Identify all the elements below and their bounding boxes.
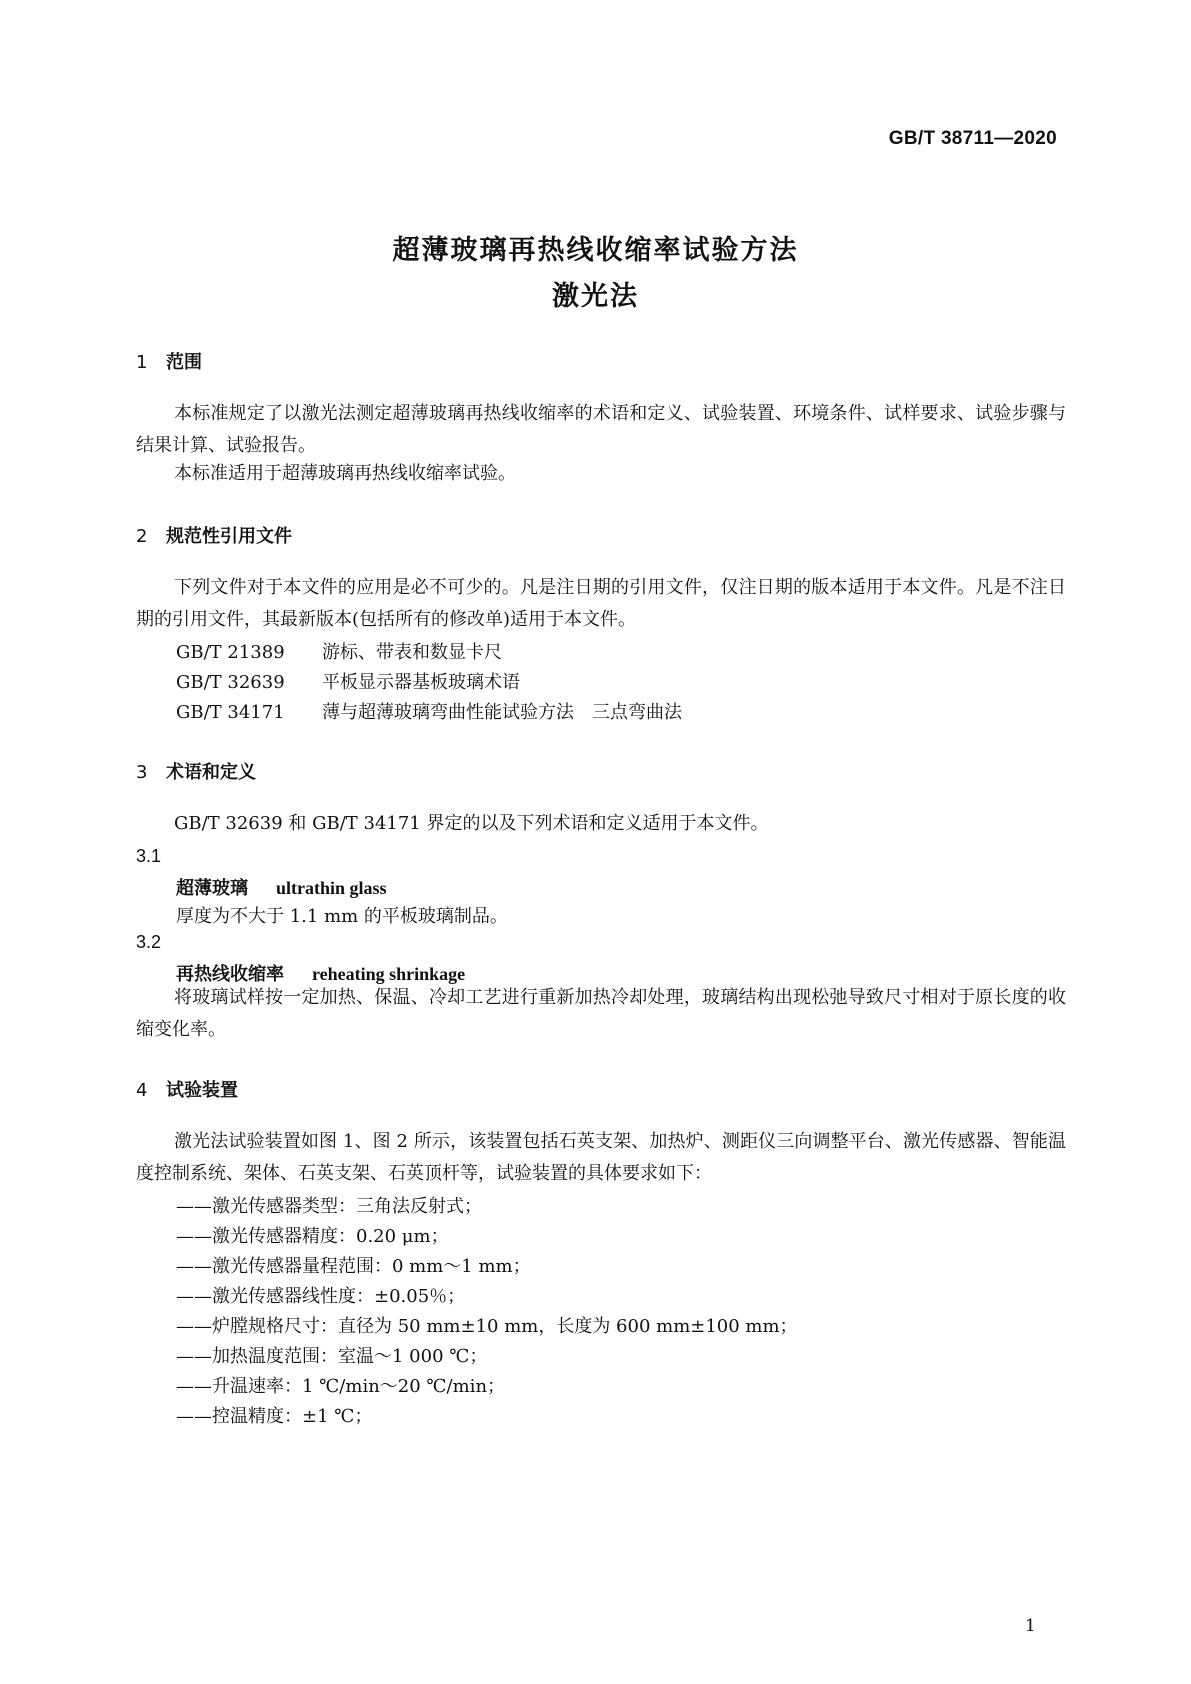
paragraph: 本标准规定了以激光法测定超薄玻璃再热线收缩率的术语和定义、试验装置、环境条件、试样要求、试验步骤与结果计算、试验报告。	[136, 403, 1066, 456]
document-subtitle: 激光法	[552, 281, 639, 312]
list-item: ——激光传感器类型：三角法反射式；	[176, 1196, 482, 1217]
list-item: ——控温精度：±1 ℃；	[176, 1406, 373, 1427]
reference-item	[176, 698, 682, 724]
reference-title: 平板显示器基板玻璃术语	[322, 672, 520, 693]
term-zh: 再热线收缩率	[176, 964, 284, 985]
paragraph: 下列文件对于本文件的应用是必不可少的。凡是注日期的引用文件，仅注日期的版本适用于本文件。凡是不注日期的引用文件，其最新版本(包括所有的修改单)适用于本文件。	[136, 577, 1066, 630]
document-title: 超薄玻璃再热线收缩率试验方法	[392, 235, 799, 266]
section-heading	[136, 758, 256, 784]
term-en: reheating shrinkage	[312, 964, 466, 984]
paragraph: 激光法试验装置如图 1、图 2 所示，该装置包括石英支架、加热炉、测距仪三向调整平台、激光传感器、智能温度控制系统、架体、石英支架、石英顶杆等，试验装置的具体要求如下：	[136, 1131, 1066, 1184]
standard-code: GB/T 38711—2020	[888, 128, 1057, 149]
reference-title: 薄与超薄玻璃弯曲性能试验方法 三点弯曲法	[322, 702, 682, 723]
list-item: ——炉膛规格尺寸：直径为 50 mm±10 mm，长度为 600 mm±100 mm；	[176, 1316, 798, 1337]
term-zh: 超薄玻璃	[176, 878, 248, 899]
section-number: 1	[136, 352, 148, 373]
section-title: 术语和定义	[166, 762, 256, 783]
list-item: ——激光传感器线性度：±0.05％；	[176, 1286, 466, 1307]
term-number: 3.1	[136, 846, 162, 866]
list-item: ——升温速率：1 ℃/min～20 ℃/min；	[176, 1376, 506, 1397]
section-heading	[136, 522, 292, 548]
section-title: 范围	[166, 352, 202, 373]
term-en: ultrathin glass	[276, 878, 387, 898]
section-title: 规范性引用文件	[166, 526, 292, 547]
page-number: 1	[1025, 1616, 1036, 1636]
reference-code: GB/T 21389	[176, 642, 285, 663]
term-definition: 厚度为不大于 1.1 mm 的平板玻璃制品。	[176, 906, 508, 927]
section-number: 4	[136, 1080, 148, 1101]
term-definition: 将玻璃试样按一定加热、保温、冷却工艺进行重新加热冷却处理，玻璃结构出现松弛导致尺寸相对于原长度的收缩变化率。	[136, 987, 1066, 1040]
reference-code: GB/T 32639	[176, 672, 285, 693]
section-heading	[136, 348, 202, 374]
paragraph: GB/T 32639 和 GB/T 34171 界定的以及下列术语和定义适用于本文件。	[174, 813, 769, 834]
term-entry	[176, 874, 387, 900]
list-item: ——激光传感器精度：0.20 μm；	[176, 1226, 449, 1247]
term-number: 3.2	[136, 932, 162, 952]
section-number: 3	[136, 762, 148, 783]
reference-item	[176, 638, 502, 664]
section-number: 2	[136, 526, 148, 547]
section-title: 试验装置	[166, 1080, 238, 1101]
reference-item	[176, 668, 520, 694]
list-item: ——加热温度范围：室温～1 000 ℃；	[176, 1346, 488, 1367]
section-heading	[136, 1076, 238, 1102]
reference-title: 游标、带表和数显卡尺	[322, 642, 502, 663]
reference-code: GB/T 34171	[176, 702, 285, 723]
list-item: ——激光传感器量程范围：0 mm～1 mm；	[176, 1256, 531, 1277]
paragraph: 本标准适用于超薄玻璃再热线收缩率试验。	[174, 463, 516, 484]
